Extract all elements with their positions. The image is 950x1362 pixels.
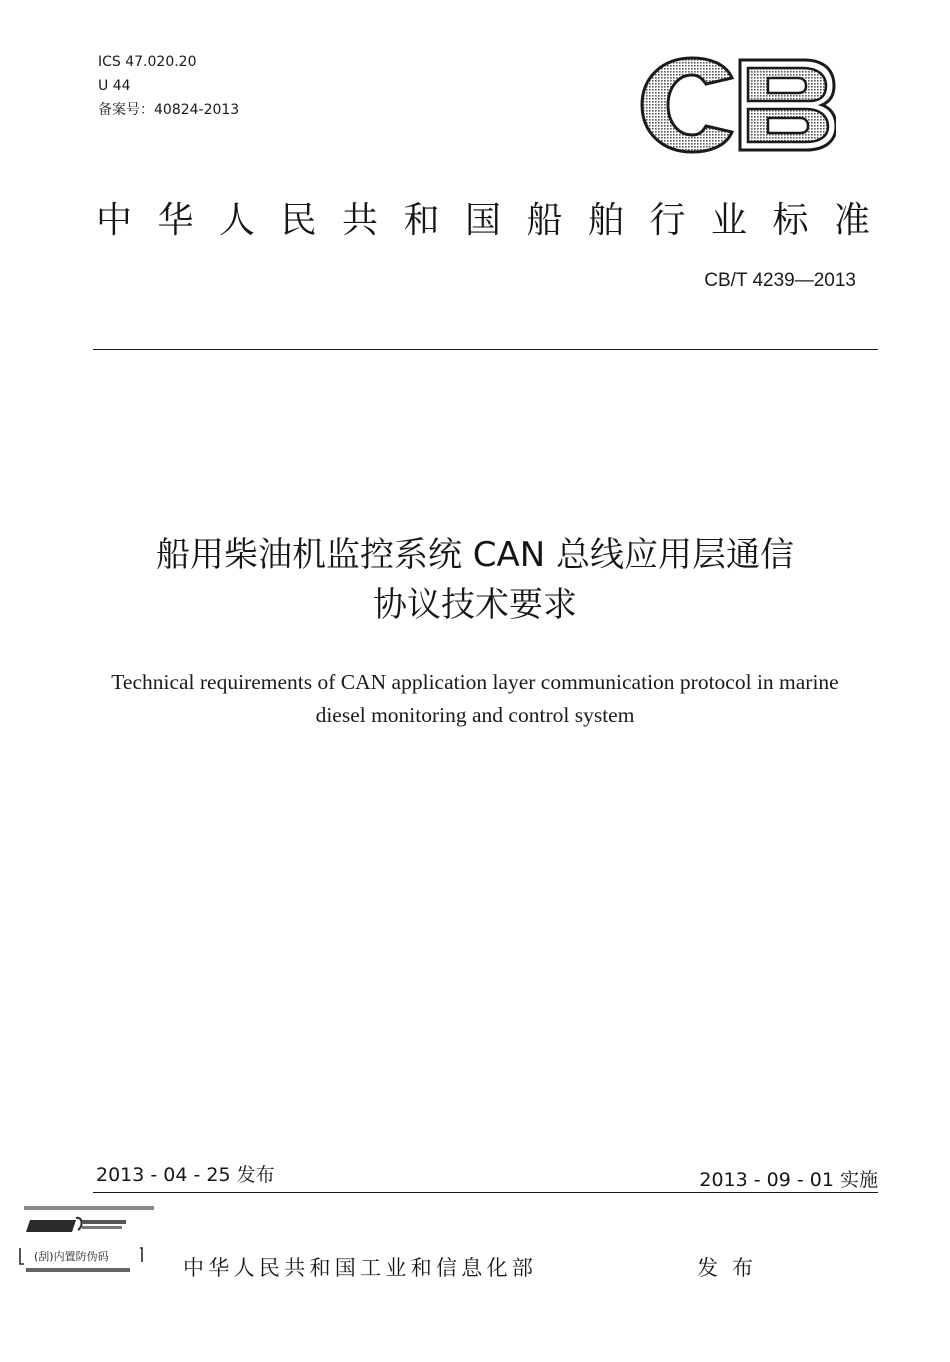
svg-text:(刮)内置防伪码: (刮)内置防伪码	[34, 1250, 109, 1263]
standard-number: CB/T 4239—2013	[704, 270, 856, 291]
title-en-line1: Technical requirements of CAN application layer communication protocol in marine	[111, 670, 839, 694]
title-cn-line2: 协议技术要求	[373, 585, 577, 625]
document-title-en	[0, 666, 950, 732]
standard-category-title: 中华人民共和国船舶行业标准	[96, 200, 896, 241]
document-title-cn	[0, 530, 950, 630]
publisher: 中华人民共和国工业和信息化部	[183, 1256, 538, 1280]
classification-codes	[98, 50, 239, 122]
top-divider	[93, 349, 878, 350]
bottom-divider	[93, 1192, 878, 1193]
logo-c-shape	[642, 58, 732, 152]
cb-logo	[640, 56, 836, 154]
title-cn-line1: 船用柴油机监控系统 CAN 总线应用层通信	[155, 535, 795, 575]
filing-number: 备案号：40824-2013	[98, 102, 240, 118]
ics-code: ICS 47.020.20	[98, 54, 197, 70]
issue-date: 2013 - 04 - 25 发布	[96, 1164, 275, 1186]
ccs-code: U 44	[98, 78, 131, 94]
anti-counterfeit-stamp	[18, 1204, 168, 1284]
implementation-date: 2013 - 09 - 01 实施	[699, 1169, 878, 1191]
title-en-line2: diesel monitoring and control system	[315, 703, 635, 727]
publish-label: 发布	[697, 1256, 767, 1280]
